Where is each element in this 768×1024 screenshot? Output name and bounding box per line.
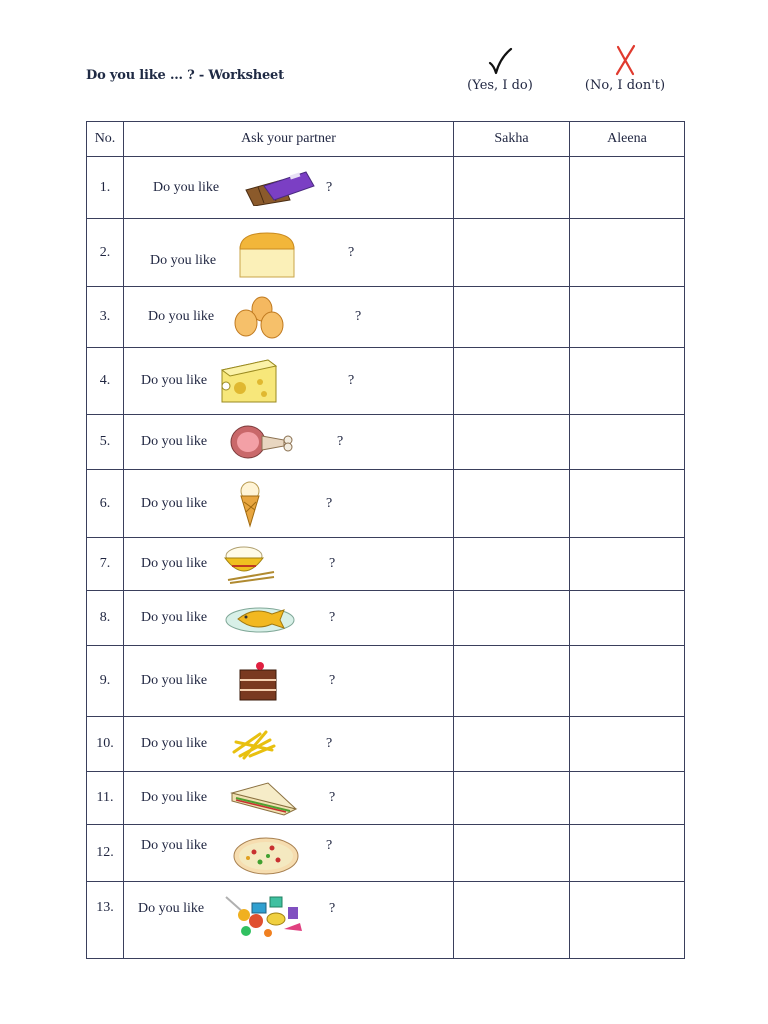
question-text: Do you like [141, 434, 208, 449]
row-number: 3. [87, 287, 124, 348]
question-mark: ? [326, 736, 333, 751]
question-cell [124, 717, 454, 772]
sandwich-icon [228, 779, 298, 817]
question-mark: ? [329, 610, 336, 625]
row-number: 8. [87, 591, 124, 646]
row-number: 5. [87, 415, 124, 470]
question-cell [124, 825, 454, 882]
table-row [87, 219, 685, 287]
question-cell [124, 219, 454, 287]
answer-cell-sakha[interactable] [454, 287, 570, 348]
answer-cell-sakha[interactable] [454, 825, 570, 882]
answer-cell-aleena[interactable] [570, 717, 685, 772]
answer-cell-sakha[interactable] [454, 415, 570, 470]
question-mark: ? [337, 434, 344, 449]
answer-cell-aleena[interactable] [570, 415, 685, 470]
question-text: Do you like [141, 495, 208, 511]
row-number: 13. [87, 882, 124, 959]
question-mark: ? [326, 495, 333, 511]
row-number: 12. [87, 825, 124, 882]
legend-yes-label: (Yes, I do) [467, 78, 533, 93]
answer-cell-aleena[interactable] [570, 219, 685, 287]
table-row [87, 287, 685, 348]
question-cell [124, 538, 454, 591]
table-row [87, 646, 685, 717]
worksheet-title: Do you like … ? - Worksheet [86, 68, 284, 83]
answer-cell-sakha[interactable] [454, 219, 570, 287]
cheese-icon [218, 356, 282, 406]
question-text: Do you like [141, 736, 208, 751]
question-text: Do you like [148, 309, 215, 324]
header-no: No. [87, 122, 124, 157]
table-row [87, 415, 685, 470]
question-text: Do you like [141, 673, 208, 688]
ice-cream-cone-icon [238, 480, 262, 528]
question-text: Do you like [141, 556, 208, 571]
answer-cell-sakha[interactable] [454, 157, 570, 219]
row-number: 7. [87, 538, 124, 591]
answer-cell-sakha[interactable] [454, 348, 570, 415]
table-header-row [87, 122, 685, 157]
eggs-icon [232, 295, 288, 339]
french-fries-icon [230, 728, 276, 760]
chocolate-bar-icon [242, 170, 318, 206]
question-cell [124, 646, 454, 717]
row-number: 4. [87, 348, 124, 415]
answer-cell-sakha[interactable] [454, 470, 570, 538]
answer-cell-aleena[interactable] [570, 470, 685, 538]
question-text: Do you like [141, 790, 208, 805]
answer-cell-sakha[interactable] [454, 772, 570, 825]
answer-cell-aleena[interactable] [570, 157, 685, 219]
row-number: 11. [87, 772, 124, 825]
rice-bowl-icon [222, 544, 276, 584]
sweets-icon [222, 893, 308, 939]
cross-icon [610, 44, 640, 76]
legend-no [582, 44, 668, 93]
question-cell [124, 772, 454, 825]
answer-cell-sakha[interactable] [454, 538, 570, 591]
question-cell [124, 287, 454, 348]
answer-cell-aleena[interactable] [570, 287, 685, 348]
question-cell [124, 415, 454, 470]
row-number: 2. [87, 219, 124, 287]
table-row [87, 470, 685, 538]
row-number: 1. [87, 157, 124, 219]
question-mark: ? [348, 373, 355, 388]
question-mark: ? [329, 673, 336, 688]
answer-cell-sakha[interactable] [454, 717, 570, 772]
question-text: Do you like [141, 838, 208, 854]
answer-cell-aleena[interactable] [570, 646, 685, 717]
question-cell [124, 882, 454, 959]
table-row [87, 882, 685, 959]
checkmark-icon [485, 46, 515, 76]
legend-yes [462, 46, 538, 93]
row-number: 10. [87, 717, 124, 772]
header-sakha: Sakha [454, 122, 570, 157]
table-row [87, 348, 685, 415]
answer-cell-aleena[interactable] [570, 591, 685, 646]
answer-cell-sakha[interactable] [454, 591, 570, 646]
ham-icon [228, 422, 300, 462]
question-cell [124, 348, 454, 415]
answer-cell-sakha[interactable] [454, 646, 570, 717]
table-row [87, 717, 685, 772]
answer-cell-aleena[interactable] [570, 348, 685, 415]
answer-cell-aleena[interactable] [570, 772, 685, 825]
answer-cell-aleena[interactable] [570, 538, 685, 591]
cake-slice-icon [238, 660, 278, 702]
question-mark: ? [355, 309, 362, 324]
question-text: Do you like [138, 901, 205, 917]
question-cell [124, 591, 454, 646]
answer-cell-aleena[interactable] [570, 825, 685, 882]
worksheet-table [86, 121, 685, 959]
question-text: Do you like [141, 373, 208, 388]
fish-plate-icon [224, 602, 296, 634]
question-cell [124, 157, 454, 219]
question-mark: ? [329, 556, 336, 571]
answer-cell-aleena[interactable] [570, 882, 685, 959]
question-mark: ? [348, 244, 355, 260]
question-text: Do you like [141, 610, 208, 625]
question-text: Do you like [150, 253, 217, 269]
header-aleena: Aleena [570, 122, 685, 157]
question-mark: ? [326, 179, 333, 195]
bread-loaf-icon [234, 227, 300, 279]
legend-no-label: (No, I don't) [584, 78, 666, 93]
question-mark: ? [329, 901, 336, 917]
question-cell [124, 470, 454, 538]
table-row [87, 772, 685, 825]
answer-cell-sakha[interactable] [454, 882, 570, 959]
question-text: Do you like [153, 179, 220, 195]
row-number: 6. [87, 470, 124, 538]
table-row [87, 538, 685, 591]
row-number: 9. [87, 646, 124, 717]
header-ask-partner: Ask your partner [124, 122, 454, 157]
question-mark: ? [329, 790, 336, 805]
question-mark: ? [326, 838, 333, 854]
pizza-icon [232, 836, 300, 876]
table-row [87, 591, 685, 646]
table-row [87, 157, 685, 219]
table-row [87, 825, 685, 882]
